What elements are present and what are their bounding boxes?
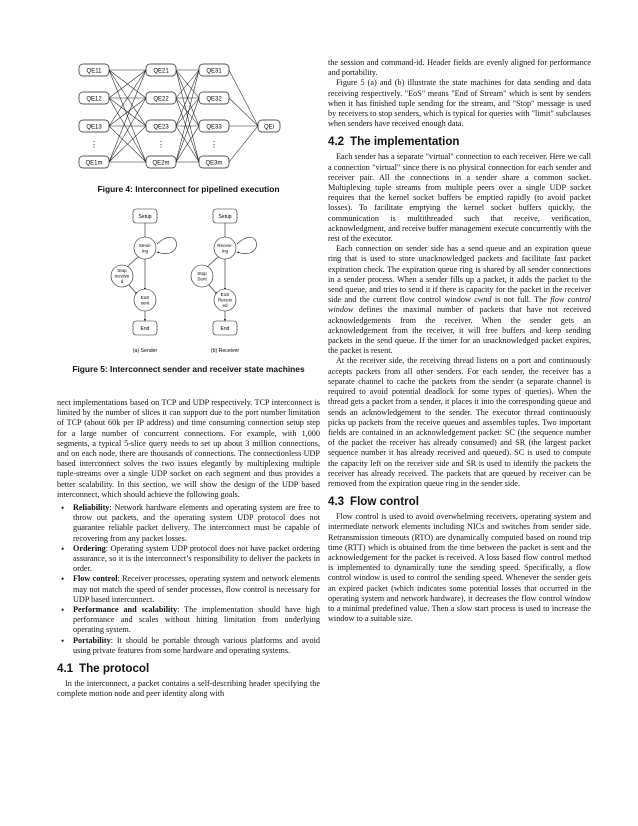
pipeline-interconnect-diagram bbox=[57, 58, 320, 178]
paragraph-4-2-c: At the receiver side, the receiving thread listens on a port and continuously accepts packets from all other senders. For each sender, the receiver has a separate channel to cache the packets from the sender (a separate channel is required to avoid potential deadlock for some types of queries). When the thread gets a packet from a sender, it places it into the corresponding queue and sends an acknowledgement to the sender. The executor thread continuously picks up packets from the receive queues and assembles tuples. Two important fields are contained in an acknowledgement packet: SC (the sequence number of the packet the receiver has already consumed) and SR (the largest packet sequence number it has already received and queued). SC is used to compute the capacity left on the receiver side and SR is used to identify the packets the receiver has already received. The packets that are queued by receiver can be removed from the expiration queue ring in the sender side. bbox=[328, 356, 591, 488]
query-executor-node bbox=[79, 64, 109, 76]
svg-text:d: d bbox=[120, 279, 124, 285]
query-executor-node bbox=[199, 120, 229, 132]
paragraph-header-fields: the session and command-id. Header fields are evenly aligned for performance and portability. bbox=[328, 58, 591, 78]
figure-4-caption: Figure 4: Interconnect for pipelined execution bbox=[97, 184, 280, 194]
section-4-1-heading: 4.1 The protocol bbox=[57, 662, 150, 676]
svg-text:QE23: QE23 bbox=[153, 124, 169, 131]
goal-portability: • Portability: It should be portable through various platforms and avoid using private features from some hardware and operating systems. bbox=[61, 636, 320, 656]
svg-text:sent: sent bbox=[140, 300, 150, 306]
paragraph-4-2-b: Each connection on sender side has a send queue and an expiration queue ring that is used to store unacknowledged packets and facilitate fast packet expiration check. The expiration queue ring is shared by all sender connections in a sender process. When a sender fills up a packet, it adds the packet to the send queue, and tries to send it if there is capacity for the packet in the receiver side and the current flow control window cwnd is not full. The flow control window defines the maximal number of packets that have not received acknowledgements from the receiver. When the sender gets an acknowledgement from the receiver, it will free buffers and keep sending packets in the send queue. If the timer for an unacknowledged packet expires, the packet is resent. bbox=[328, 244, 592, 356]
sender-label: (a) Sender bbox=[132, 348, 158, 354]
svg-text:QE31: QE31 bbox=[206, 68, 222, 75]
svg-text:ing: ing bbox=[221, 248, 229, 254]
svg-text:EoS: EoS bbox=[220, 292, 230, 297]
paragraph-4-1: In the interconnect, a packet contains a self-describing header specifying the complete motion node and peer identity along with bbox=[57, 679, 320, 699]
svg-text:Receiv: Receiv bbox=[217, 297, 233, 303]
goal-ordering: • Ordering: Operating system UDP protocol does not have packet ordering assurance, so it is the interconnect’s responsibility to deliver the packets in order. bbox=[61, 544, 320, 575]
receiver-label: (b) Receiver bbox=[210, 348, 240, 354]
svg-text:QE11: QE11 bbox=[86, 68, 102, 75]
paragraph-figure5: Figure 5 (a) and (b) illustrate the state machines for data sending and data receiving respectively. "EoS" means "End of Stream" which is sent by senders when it has finished tuple sending for the stream, and "Stop" message is used by receivers to stop senders, which is typical for queries with "limit" subclauses when senders have received enough data. bbox=[328, 78, 591, 129]
section-4-2-heading: 4.2 The implementation bbox=[328, 135, 460, 149]
query-executor-node bbox=[79, 156, 109, 168]
svg-text:Send-: Send- bbox=[138, 242, 152, 248]
ellipsis: ⋮ bbox=[210, 140, 218, 149]
sender-setup-state bbox=[133, 209, 157, 223]
paragraph-4-2-a: Each sender has a separate "virtual" connection to each receiver. Here we call a connection "virtual" since there is no physical connection for each sender and receiver pair. All the connections in a sender share a common socket. Multiplexing tuple streams from multiple peers over a single UDP socket requires that the kernel socket buffers be emptied rapidly (to avoid packet losses). To facilitate emptying the kernel socket buffers quickly, the communication is multithreaded such that receive, verification, acknowledgment, and receive buffer management execute concurrently with the rest of the executor. bbox=[328, 152, 591, 244]
query-executor-node bbox=[146, 64, 176, 76]
section-4-3-heading: 4.3 Flow control bbox=[328, 495, 419, 509]
figure-5-caption: Figure 5: Interconnect sender and receiver state machines bbox=[72, 364, 305, 374]
svg-text:QE22: QE22 bbox=[153, 96, 169, 103]
svg-text:QE3m: QE3m bbox=[205, 160, 223, 167]
left-column bbox=[57, 398, 320, 699]
query-executor-node bbox=[199, 156, 229, 168]
svg-text:QE21: QE21 bbox=[153, 68, 169, 75]
query-executor-node bbox=[199, 64, 229, 76]
right-column bbox=[328, 58, 591, 624]
receiver-stop-state bbox=[191, 265, 213, 287]
svg-text:EoS: EoS bbox=[140, 294, 150, 300]
query-executor-node bbox=[146, 120, 176, 132]
paragraph-intro: nect implementations based on TCP and UDP respectively. TCP interconnect is limited by the number of slices it can support due to the port number limitation of TCP (about 60k per IP address) and time consuming connection setup step for a large number of concurrent connections. For example, with 1,000 segments, a typical 5-slice query needs to set up about 3 million connections, and on each node, there are thousands of connections. The connectionless UDP based interconnect solves the two issues elegantly by multiplexing multiple tuple-streams over a single UDP socket on each segment and thus provides a better scalability. In this section, we will show the design of the UDP based interconnect, which should achieve the following goals. bbox=[57, 398, 320, 499]
sender-end-state bbox=[133, 321, 157, 335]
goals-list bbox=[57, 503, 320, 656]
svg-text:Stop: Stop bbox=[197, 270, 207, 276]
receiver-active-state bbox=[214, 237, 236, 259]
sender-eos-state bbox=[134, 289, 156, 311]
svg-text:Sent: Sent bbox=[197, 276, 207, 282]
sender-active-state bbox=[134, 237, 156, 259]
svg-text:Setup: Setup bbox=[218, 214, 232, 220]
query-executor-node bbox=[199, 92, 229, 104]
svg-text:Receiv-: Receiv- bbox=[217, 242, 233, 248]
receiver-eos-state bbox=[214, 289, 236, 311]
figure-5 bbox=[57, 200, 320, 374]
final-query-executor-node bbox=[258, 120, 280, 132]
goal-performance: • Performance and scalability: The implementation should have high performance and scales without hitting limitation from underlying operating system. bbox=[61, 605, 320, 636]
ellipsis: ⋮ bbox=[157, 140, 165, 149]
goal-flow-control: • Flow control: Receiver processes, operating system and network elements may not match the speed of sender processes, flow control is necessary for UDP based interconnect. bbox=[61, 574, 320, 605]
sender-stop-state bbox=[111, 265, 133, 287]
svg-text:End: End bbox=[220, 326, 230, 332]
figure-4 bbox=[57, 58, 320, 194]
svg-text:receive: receive bbox=[114, 273, 130, 279]
paragraph-4-3: Flow control is used to avoid overwhelming receivers, operating system and intermediate network elements including NICs and switches from sender side. Retransmission timeouts (RTO) are dynamically computed based on round trip time (RTT) which is obtained from the time between the packet is sent and the acknowledgement for the packet is received. A loss based flow control method is implemented to dynamically tune the sending speed. Specifically, a flow control window is used to control the sending speed. Whenever the sender gets an expired packet (which indicates some potential losses that occurred in the operating system and network hardware), it decreases the flow control window to a minimal predefined value. Then a slow start process is used to increase the window to a suitable size. bbox=[328, 512, 591, 624]
svg-text:ing: ing bbox=[141, 248, 149, 254]
svg-text:QEi: QEi bbox=[263, 124, 275, 131]
query-executor-node bbox=[146, 92, 176, 104]
svg-text:Stop: Stop bbox=[117, 268, 127, 273]
svg-text:QE1m: QE1m bbox=[85, 160, 103, 167]
query-executor-node bbox=[79, 92, 109, 104]
query-executor-node bbox=[146, 156, 176, 168]
state-machine-diagram bbox=[57, 200, 320, 360]
svg-text:QE32: QE32 bbox=[206, 96, 222, 103]
goal-reliability: • Reliability: Network hardware elements and operating system are free to throw out packets, and the operating system UDP protocol does not guarantee reliable packet delivery. The interconnect must be capable of recovering from any packet losses. bbox=[61, 503, 320, 544]
svg-text:QE12: QE12 bbox=[86, 96, 102, 103]
svg-text:QE33: QE33 bbox=[206, 124, 222, 131]
query-executor-node bbox=[79, 120, 109, 132]
svg-text:QE13: QE13 bbox=[86, 124, 102, 131]
ellipsis: ⋮ bbox=[90, 140, 98, 149]
receiver-setup-state bbox=[213, 209, 237, 223]
svg-text:ed: ed bbox=[222, 303, 228, 309]
receiver-end-state bbox=[213, 321, 237, 335]
svg-text:Setup: Setup bbox=[138, 214, 152, 220]
svg-text:End: End bbox=[140, 326, 150, 332]
svg-text:QE2m: QE2m bbox=[152, 160, 170, 167]
